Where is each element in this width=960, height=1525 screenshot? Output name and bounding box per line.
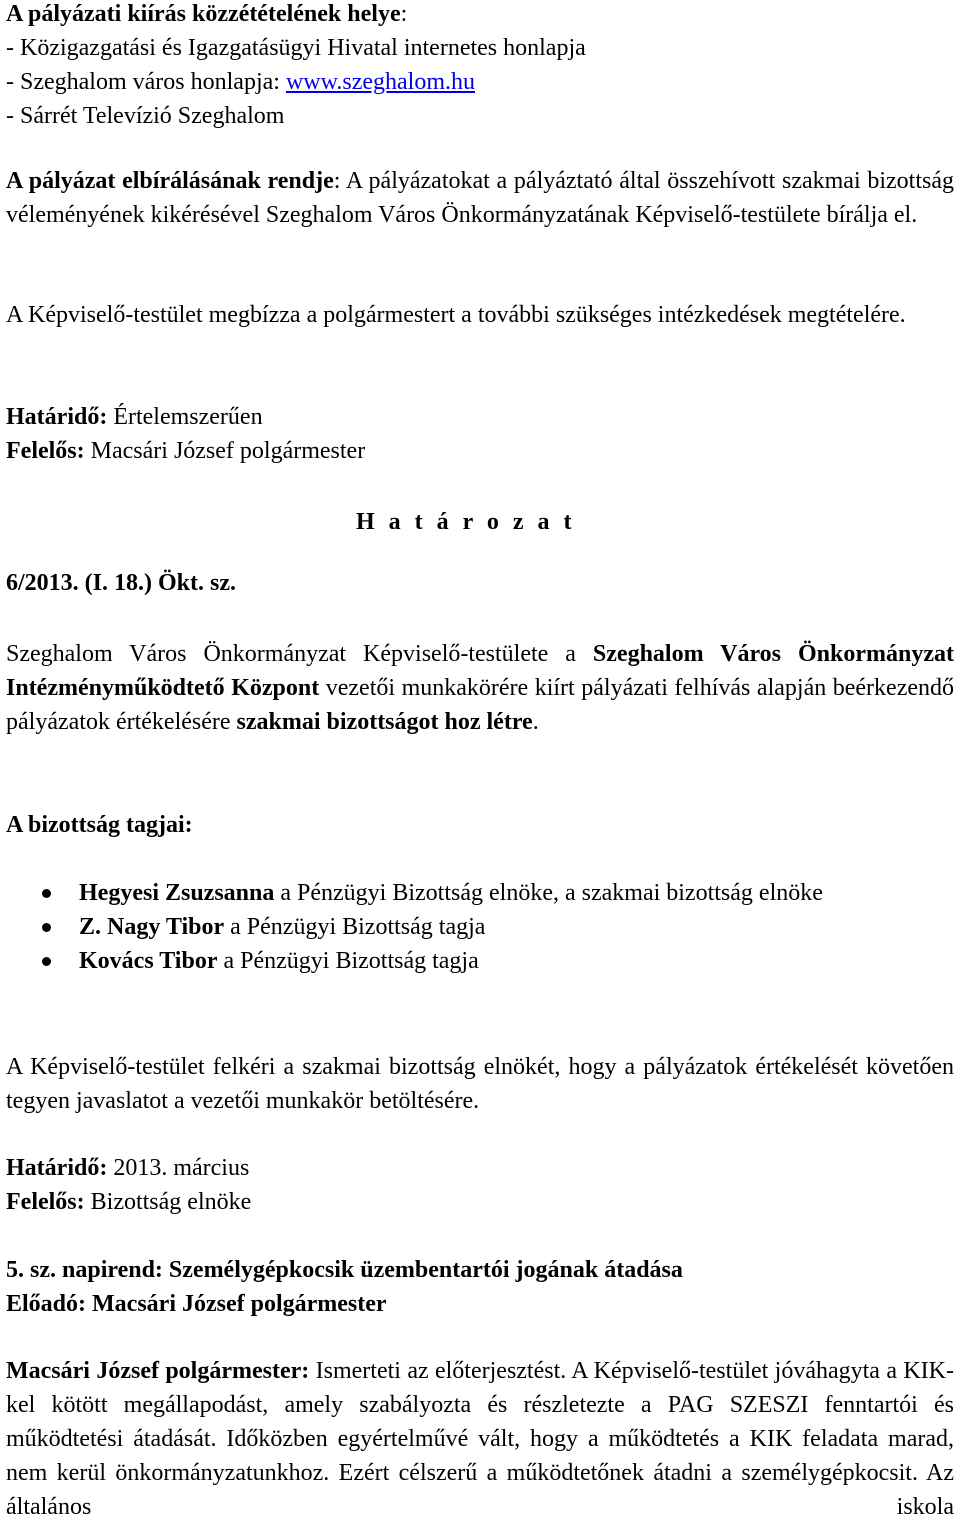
agenda-presenter: Előadó: Macsári József polgármester — [6, 1291, 387, 1317]
committee-list — [6, 876, 954, 978]
website-link[interactable]: www.szeghalom.hu — [285, 69, 476, 95]
resolution-heading: H a t á r o z a t — [356, 509, 576, 535]
publication-section: A pályázati kiírás közzétételének helye: - Közigazgatási és Igazgatásügyi Hivatal internetes honlapja - Szeghalom város honlapja: www.szeghalom.hu - Sárrét Televízió Szeghalom — [6, 0, 954, 133]
agenda-block — [6, 1253, 954, 1321]
evaluation-paragraph: A pályázat elbírálásának rendje: A pályázatokat a pályáztató által összehívott szakmai bizottság véleményének kikérésével Szeghalom Város Önkormányzatának Képviselő-testülete bírálja el. — [6, 168, 954, 228]
deadline-value: Értelemszerűen — [107, 404, 263, 430]
minutes-paragraph: Macsári József polgármester: Ismerteti az előterjesztést. A Képviselő-testület jóváhagyta a KIK-kel kötött megállapodást, amely szabályozta és részletezte a PAG SZESZI fenntartói és működtetési átadását. Időközben egyértelművé vált, hogy a működtetés a KIK feladata marad, nem kerül önkormányzatunkhoz. Ezért célszerű a működtetőnek átadni a személygépkocsit. Az általános iskola — [6, 1358, 954, 1520]
publication-item: - Közigazgatási és Igazgatásügyi Hivatal internetes honlapja — [6, 35, 586, 61]
publication-item: - Szeghalom város honlapja: — [6, 69, 286, 95]
resolution-number: 6/2013. (I. 18.) Ökt. sz. — [6, 570, 236, 596]
agenda-title: 5. sz. napirend: Személygépkocsik üzembentartói jogának átadása — [6, 1257, 683, 1283]
responsible-label: Felelős: — [6, 438, 85, 464]
responsible-label: Felelős: — [6, 1189, 85, 1215]
deadline-label: Határidő: — [6, 1155, 108, 1181]
deadline-block-2 — [6, 1151, 954, 1219]
mandate-paragraph: A Képviselő-testület megbízza a polgármestert a további szükséges intézkedések megtételére. — [6, 302, 906, 328]
list-item: Kovács Tibor a Pénzügyi Bizottság tagja — [6, 944, 954, 978]
request-paragraph: A Képviselő-testület felkéri a szakmai bizottság elnökét, hogy a pályázatok értékelését követően tegyen javaslatot a vezetői munkakör betöltésére. — [6, 1054, 954, 1114]
publication-heading: A pályázati kiírás közzétételének helye — [6, 1, 401, 27]
deadline-value: 2013. március — [107, 1155, 250, 1181]
deadline-block-1 — [6, 400, 954, 468]
responsible-value: Macsári József polgármester — [84, 438, 366, 464]
bullet-icon — [42, 957, 51, 966]
evaluation-label: A pályázat elbírálásának rendje — [6, 168, 334, 194]
committee-heading: A bizottság tagjai: — [6, 812, 193, 838]
bullet-icon — [42, 889, 51, 898]
bullet-icon — [42, 923, 51, 932]
responsible-value: Bizottság elnöke — [84, 1189, 252, 1215]
list-item: Hegyesi Zsuzsanna a Pénzügyi Bizottság elnöke, a szakmai bizottság elnöke — [6, 876, 954, 910]
deadline-label: Határidő: — [6, 404, 108, 430]
resolution-body: Szeghalom Város Önkormányzat Képviselő-testülete a Szeghalom Város Önkormányzat Intézményműködtető Központ vezetői munkakörére kiírt pályázati felhívás alapján beérkezendő pályázatok értékelésére szakmai bizottságot hoz létre. — [6, 641, 955, 735]
list-item: Z. Nagy Tibor a Pénzügyi Bizottság tagja — [6, 910, 954, 944]
speaker-label: Macsári József polgármester: — [6, 1358, 310, 1384]
publication-item: - Sárrét Televízió Szeghalom — [6, 103, 285, 129]
